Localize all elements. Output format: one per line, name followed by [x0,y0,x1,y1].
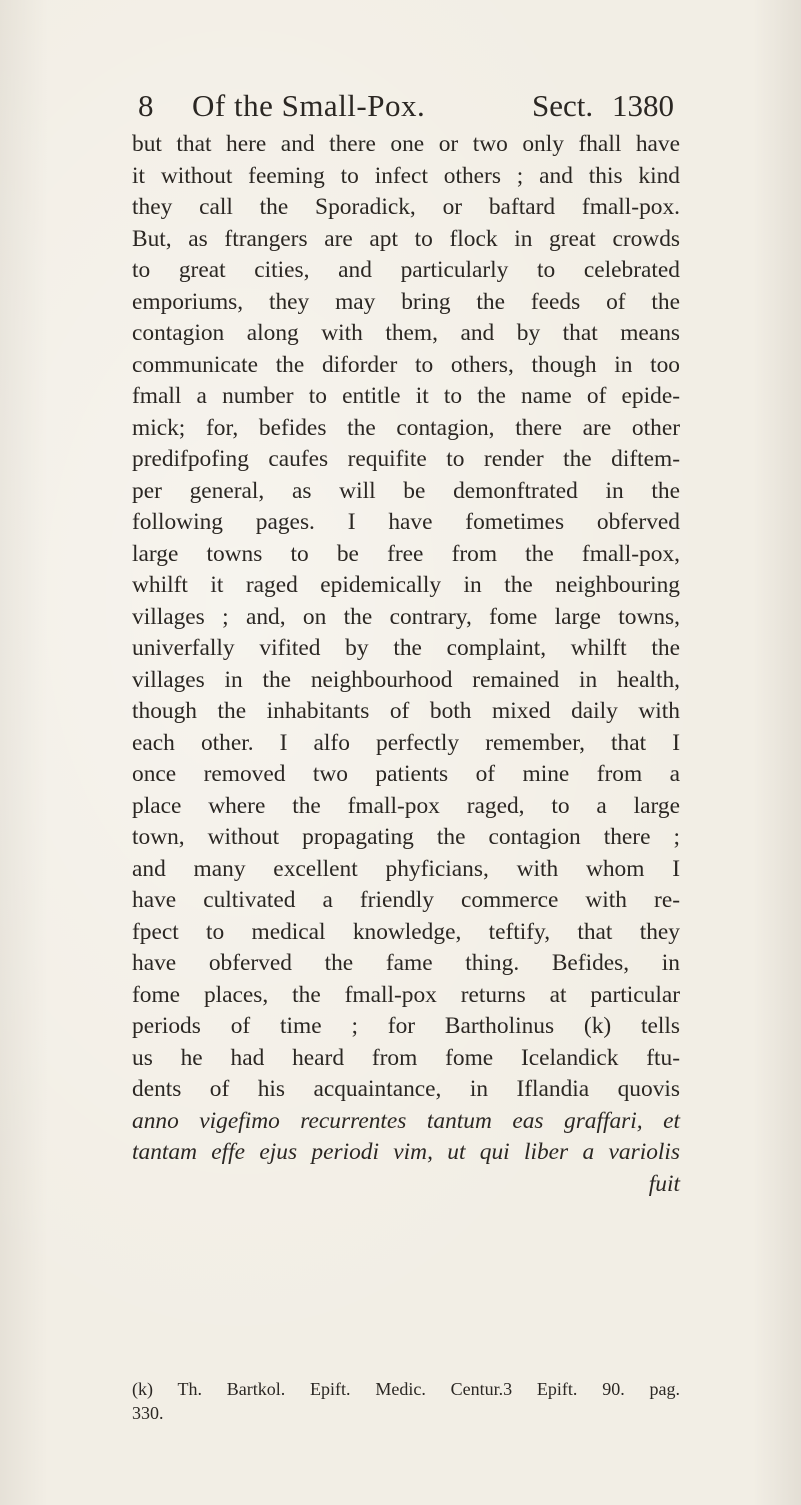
footnote-line: (k) Th. Bartkol. Epift. Medic. Centur.3 Epift. 90. pag. [132,1379,680,1399]
text-line: have obferved the fame thing. Befides, in [132,950,680,976]
text-line: us he had heard from fome Icelandick ftu- [132,1044,680,1071]
text-line: once removed two patients of mine from a [132,761,680,787]
text-line-italic: anno vigefimo recurrentes tantum eas graffari, et [132,1107,680,1134]
section-number: 1380 [612,88,674,123]
text-line: each other. I alfo perfectly remember, that I [132,729,680,756]
text-line: fmall a number to entitle it to the name of epide- [132,383,680,409]
text-line: they call the Sporadick, or baftard fmall-pox. [132,194,680,220]
text-line: large towns to be free from the fmall-pox, [132,540,680,567]
text-line: dents of his acquaintance, in Iflandia quovis [132,1076,680,1102]
text-line: periods of time ; for Bartholinus (k) tells [132,1013,680,1039]
text-line: though the inhabitants of both mixed daily with [132,698,680,724]
text-line: per general, as will be demonftrated in the [132,477,680,504]
text-line: following pages. I have fometimes obferved [132,509,680,535]
text-line: villages in the neighbourhood remained in health, [132,666,680,693]
text-line: fpect to medical knowledge, teftify, that they [132,918,680,945]
catchword: fuit [648,1170,680,1197]
text-line: fome places, the fmall-pox returns at particular [132,981,680,1008]
text-line: communicate the diforder to others, though in too [132,351,680,378]
text-line: place where the fmall-pox raged, to a large [132,792,680,819]
text-line-italic: tantam effe ejus periodi vim, ut qui liber a variolis [132,1139,680,1165]
text-line: whilft it raged epidemically in the neighbouring [132,572,680,598]
text-line: but that here and there one or two only fhall have [132,131,680,157]
text-line: predifpofing caufes requifite to render the diftem- [132,446,680,472]
page-header [138,86,674,126]
text-line: and many excellent phyficians, with whom I [132,855,680,882]
footnote [132,1377,680,1425]
text-line: But, as ftrangers are apt to flock in great crowds [132,225,680,252]
text-line: to great cities, and particularly to celebrated [132,257,680,283]
text-line: univerfally vifited by the complaint, whilft the [132,635,680,661]
text-line: mick; for, befides the contagion, there are other [132,414,680,441]
running-title: Of the Small-Pox. [192,88,426,123]
text-line: have cultivated a friendly commerce with re- [132,887,680,913]
section-label: Sect. [532,88,594,123]
page-number: 8 [138,88,154,123]
body-text [132,129,680,1200]
text-line: emporiums, they may bring the feeds of the [132,288,680,315]
text-line: town, without propagating the contagion there ; [132,824,680,850]
text-line: contagion along with them, and by that means [132,320,680,346]
text-line: it without feeming to infect others ; and this kind [132,162,680,189]
footnote-line: 330. [132,1403,164,1423]
text-line: villages ; and, on the contrary, fome large towns, [132,603,680,630]
